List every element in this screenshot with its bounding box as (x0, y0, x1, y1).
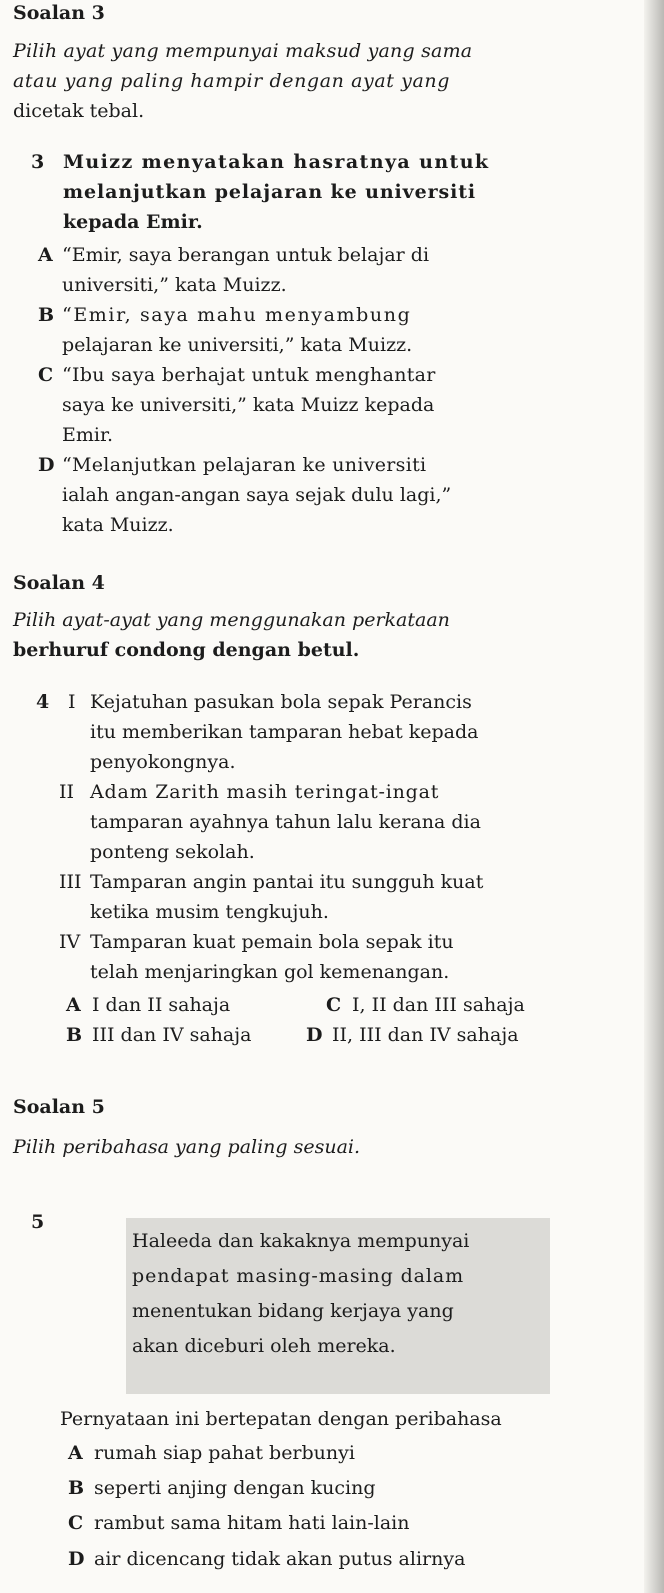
q4-item-iv-numeral: IV (59, 931, 81, 953)
q3-number: 3 (31, 151, 45, 173)
q3-option-c-line-3: Emir. (62, 424, 113, 446)
page-edge-shadow (644, 0, 664, 1593)
q5-instruction: Pilih peribahasa yang paling sesuai. (13, 1136, 361, 1158)
q4-option-d-letter: D (306, 1024, 323, 1046)
q4-option-d[interactable] (306, 1020, 519, 1050)
q3-option-a-line-1: “Emir, saya berangan untuk belajar di (62, 244, 430, 266)
q5-option-a-text: rumah siap pahat berbunyi (94, 1442, 355, 1464)
q4-item-ii-numeral: II (59, 781, 75, 803)
q3-stem-line-3: kepada Emir. (63, 211, 203, 233)
q4-heading: Soalan 4 (13, 572, 105, 594)
q3-stem-line-1: Muizz menyatakan hasratnya untuk (63, 151, 490, 173)
q4-option-a[interactable] (66, 990, 230, 1020)
q5-question: Pernyataan ini bertepatan dengan peribahasa (60, 1408, 502, 1430)
q4-option-a-text: I dan II sahaja (92, 994, 231, 1016)
q3-heading: Soalan 3 (13, 2, 105, 24)
q5-heading: Soalan 5 (13, 1096, 105, 1118)
q3-option-d-line-1: “Melanjutkan pelajaran ke universiti (62, 454, 427, 476)
q4-item-iv-line-1: Tamparan kuat pemain bola sepak itu (90, 931, 454, 953)
q4-item-iii-line-2: ketika musim tengkujuh. (90, 901, 329, 923)
q5-box-line-4: akan diceburi oleh mereka. (132, 1335, 396, 1357)
q4-option-b-letter: B (66, 1024, 83, 1046)
q4-option-b-text: III dan IV sahaja (92, 1024, 252, 1046)
q4-option-c-text: I, II dan III sahaja (352, 994, 525, 1016)
q4-item-iii-line-1: Tamparan angin pantai itu sungguh kuat (90, 871, 484, 893)
q5-box-line-2: pendapat masing-masing dalam (132, 1265, 465, 1287)
q4-number: 4 (36, 691, 50, 713)
q4-option-c-letter: C (326, 994, 342, 1016)
q3-option-d-line-3: kata Muizz. (62, 514, 174, 536)
q4-option-c[interactable] (326, 990, 525, 1020)
q3-option-b-line-1: “Emir, saya mahu menyambung (62, 304, 412, 326)
q5-option-c-letter: C (68, 1512, 84, 1534)
q3-option-c-line-2: saya ke universiti,” kata Muizz kepada (62, 394, 435, 416)
q4-item-ii-line-3: ponteng sekolah. (90, 841, 255, 863)
q3-option-b-letter: B (38, 304, 55, 326)
q4-item-i-numeral: I (68, 691, 76, 713)
q5-option-b-letter: B (68, 1477, 85, 1499)
q4-item-iii-numeral: III (59, 871, 82, 893)
q3-instruction-line-2: atau yang paling hampir dengan ayat yang (13, 70, 451, 92)
q4-option-a-letter: A (66, 994, 81, 1016)
q5-option-a[interactable] (68, 1438, 355, 1468)
q4-instruction-line-2: berhuruf condong dengan betul. (13, 639, 360, 661)
q4-item-i-line-1: Kejatuhan pasukan bola sepak Perancis (90, 691, 472, 713)
q5-option-d-text: air dicencang tidak akan putus alirnya (94, 1548, 466, 1570)
q4-instruction-line-1: Pilih ayat-ayat yang menggunakan perkataan (13, 609, 450, 631)
q3-instruction-line-3: dicetak tebal. (13, 100, 145, 122)
q5-option-d-letter: D (68, 1548, 85, 1570)
q3-option-d-line-2: ialah angan-angan saya sejak dulu lagi,” (62, 484, 452, 506)
q5-option-b-text: seperti anjing dengan kucing (94, 1477, 376, 1499)
q4-option-b[interactable] (66, 1020, 251, 1050)
q3-option-c-letter: C (38, 364, 54, 386)
q3-option-d-letter: D (38, 454, 55, 476)
q5-option-c-text: rambut sama hitam hati lain-lain (94, 1512, 410, 1534)
q3-instruction-line-1: Pilih ayat yang mempunyai maksud yang sama (13, 40, 473, 62)
q4-item-ii-line-1: Adam Zarith masih teringat-ingat (90, 781, 440, 803)
q3-option-c-line-1: “Ibu saya berhajat untuk menghantar (62, 364, 436, 386)
q3-option-a-line-2: universiti,” kata Muizz. (62, 274, 287, 296)
q5-number: 5 (31, 1211, 45, 1233)
q5-option-d[interactable] (68, 1544, 465, 1574)
q4-item-i-line-2: itu memberikan tamparan hebat kepada (90, 721, 479, 743)
q3-option-a-letter: A (38, 244, 53, 266)
q5-option-c[interactable] (68, 1508, 409, 1538)
q3-option-b-line-2: pelajaran ke universiti,” kata Muizz. (62, 334, 413, 356)
q5-box-line-1: Haleeda dan kakaknya mempunyai (132, 1230, 470, 1252)
q5-box-line-3: menentukan bidang kerjaya yang (132, 1300, 454, 1322)
q4-item-ii-line-2: tamparan ayahnya tahun lalu kerana dia (90, 811, 481, 833)
q4-item-i-line-3: penyokongnya. (90, 751, 236, 773)
q4-item-iv-line-2: telah menjaringkan gol kemenangan. (90, 961, 450, 983)
q5-option-b[interactable] (68, 1473, 375, 1503)
q5-option-a-letter: A (68, 1442, 83, 1464)
q4-option-d-text: II, III dan IV sahaja (332, 1024, 519, 1046)
q3-stem-line-2: melanjutkan pelajaran ke universiti (63, 181, 477, 203)
